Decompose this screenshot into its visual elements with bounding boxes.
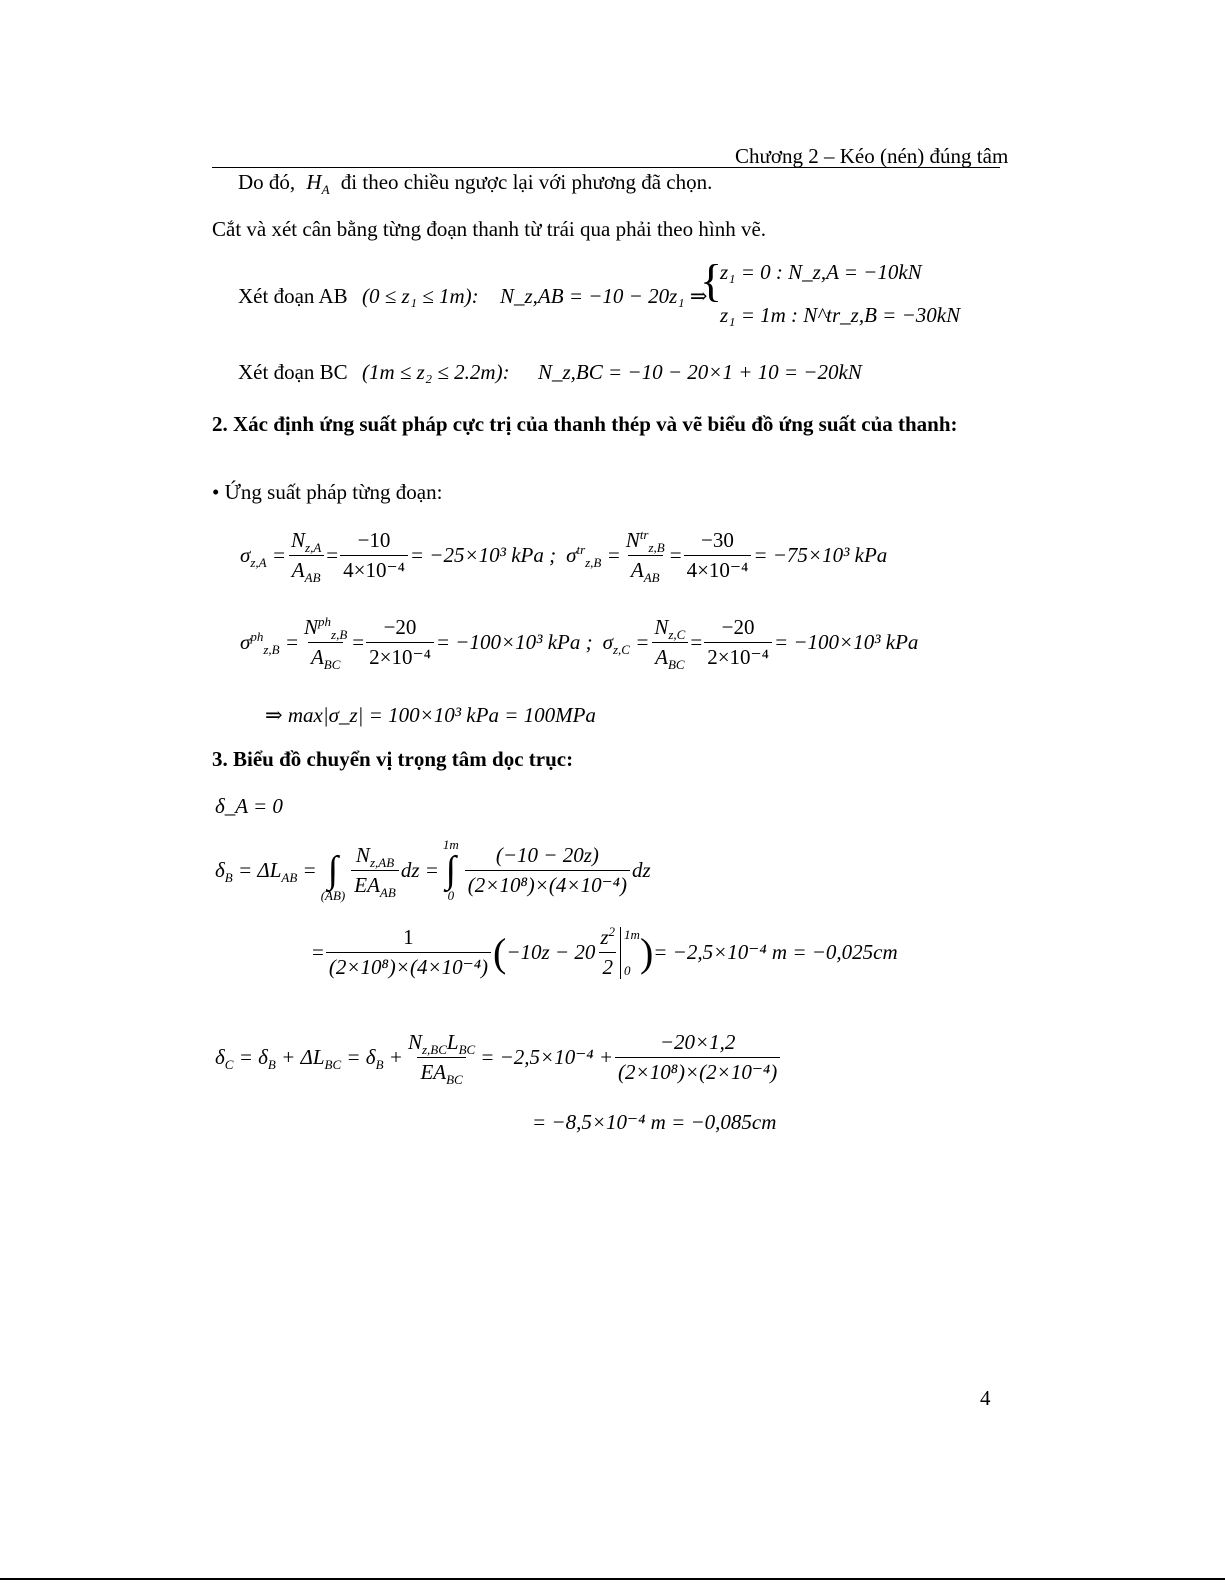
delta-B-lhs: $\delta_B = \Delta L_{AB}$ = <box>215 857 317 885</box>
dB-result: = −2,5×10⁻⁴ m = −0,025cm <box>653 940 898 964</box>
page-bottom-rule <box>0 1578 1225 1580</box>
max-stress: ⇒ max|σ_z| = 100×10³ kPa = 100MPa <box>265 703 596 727</box>
dz-2: dz <box>631 857 651 882</box>
case-brace: { <box>700 255 723 306</box>
frac-NzBC-LBC-EABC: $\frac{N_{z,BC}L_{BC}}{EA_{BC}}$ <box>407 1030 476 1088</box>
sigma-zB-tr-symbol: $\sigma^{tr}_{z,B}$ = <box>566 542 621 571</box>
sigma-zA-symbol: $\sigma_{z,A}$ = <box>240 543 287 571</box>
sC-result: = −100×10³ kPa <box>773 630 919 654</box>
segment-ab-case-2: z₁ = 1m : N^tr_z,B = −30kN <box>720 303 961 327</box>
p1-prefix: Do đó, <box>238 170 296 194</box>
frac-integrand: $\frac{(-10 - 20z)}{\text{(2×10⁸)×(4×10⁻⁴)}}$ <box>465 843 630 898</box>
eval-bar: 1m 0 <box>620 927 640 979</box>
open-paren: ( <box>493 929 507 975</box>
frac-sB-values: $\frac{-30}{\text{4×10⁻⁴}}$ <box>684 528 752 583</box>
delta-A: δ_A = 0 <box>215 794 283 818</box>
segment-ab-label: Xét đoạn AB <box>238 284 348 308</box>
eq-sign-4: = <box>690 630 703 654</box>
frac-one-over-EA: $\frac{1}{\text{(2×10⁸)×(4×10⁻⁴)}}$ <box>326 925 491 980</box>
sA-result: = −25×10³ kPa ; <box>409 543 557 567</box>
sigma-zB-ph-symbol: $\sigma^{ph}_{z,B}$ = <box>240 629 300 658</box>
close-paren: ) <box>639 929 654 975</box>
heading-2: 2. Xác định ứng suất pháp cực trị của thanh thép và vẽ biểu đồ ứng suất của thanh: <box>212 412 958 436</box>
stress-row-2 <box>240 614 919 673</box>
segment-bc-equation: N_z,BC = −10 − 20×1 + 10 = −20kN <box>538 360 862 384</box>
eq-sign-5: = <box>312 940 324 964</box>
dC-res1: = −2,5×10⁻⁴ + <box>480 1045 614 1069</box>
segment-bc-label: Xét đoạn BC <box>238 360 348 384</box>
sBph-result: = −100×10³ kPa ; <box>435 630 593 654</box>
frac-NzB-AAB: $\frac{N^{tr}_{z,B}}{A_{AB}}$ <box>625 527 665 586</box>
eq-sign-2: = <box>669 543 682 567</box>
delta-C-line-2: = −8,5×10⁻⁴ m = −0,085cm <box>532 1110 777 1134</box>
delta-B-line-2 <box>312 925 898 980</box>
paragraph-cut: Cắt và xét cân bằng từng đoạn thanh từ trái qua phải theo hình vẽ. <box>212 217 767 241</box>
frac-NzBph-ABC: $\frac{N^{ph}_{z,B}}{A_{BC}}$ <box>304 614 348 673</box>
frac-sBph-values: $\frac{-20}{\text{2×10⁻⁴}}$ <box>366 615 434 670</box>
segment-ab-equation: N_z,AB = −10 − 20z₁ ⇒ <box>500 284 708 308</box>
segment-ab-case-1: z₁ = 0 : N_z,A = −10kN <box>720 260 922 284</box>
paragraph-direction <box>238 170 713 198</box>
segment-ab-range: (0 ≤ z₁ ≤ 1m): <box>362 284 479 308</box>
header-rule <box>212 167 1000 168</box>
dB-line2-body: −10z − 20 <box>506 940 596 964</box>
frac-NzAB-EAAB: $\frac{N_{z,AB}}{EA_{AB}}$ <box>351 843 399 898</box>
eq-sign: = <box>326 543 339 567</box>
chapter-header: Chương 2 – Kéo (nén) đúng tâm <box>735 144 1009 168</box>
frac-NzA-AAB: $\frac{N_{z,A}}{A_{AB}}$ <box>288 528 324 583</box>
delta-C-line-1 <box>215 1030 782 1088</box>
eq-sign-3: = <box>352 630 365 654</box>
frac-z2-over-2: $\frac{z^2}{2}$ <box>600 924 616 979</box>
heading-3: 3. Biểu đồ chuyển vị trọng tâm dọc trục: <box>212 747 574 771</box>
segment-bc-range: (1m ≤ z₂ ≤ 2.2m): <box>362 360 510 384</box>
p1-variable: $H_A$ <box>306 170 330 198</box>
frac-sC-values: $\frac{-20}{\text{2×10⁻⁴}}$ <box>704 615 772 670</box>
p1-suffix: đi theo chiều ngược lại với phương đã chọn. <box>340 170 713 194</box>
dz-1: dz = <box>400 857 439 882</box>
bullet-stress: • Ứng suất pháp từng đoạn: <box>212 480 443 504</box>
integral-AB: ∫ (AB) <box>320 849 346 903</box>
integral-0-1m: 1m ∫ 0 <box>442 837 459 903</box>
sigma-zC-symbol: $\sigma_{z,C}$ = <box>602 630 650 658</box>
stress-row-1 <box>240 527 888 586</box>
sB-result: = −75×10³ kPa <box>753 543 888 567</box>
page-number: 4 <box>980 1386 991 1410</box>
frac-dC: $\frac{-20\times 1,2}{\text{(2×10⁸)×(2×10⁻⁴)}}$ <box>615 1030 780 1085</box>
frac-sA-values: $\frac{-10}{\text{4×10⁻⁴}}$ <box>340 528 408 583</box>
delta-C-lhs: $\delta_C = \delta_B + \Delta L_{BC} = \delta_B$ + <box>215 1045 403 1073</box>
delta-B-line-1 <box>215 838 651 902</box>
frac-NzC-ABC: $\frac{N_{z,C}}{A_{BC}}$ <box>651 615 688 670</box>
